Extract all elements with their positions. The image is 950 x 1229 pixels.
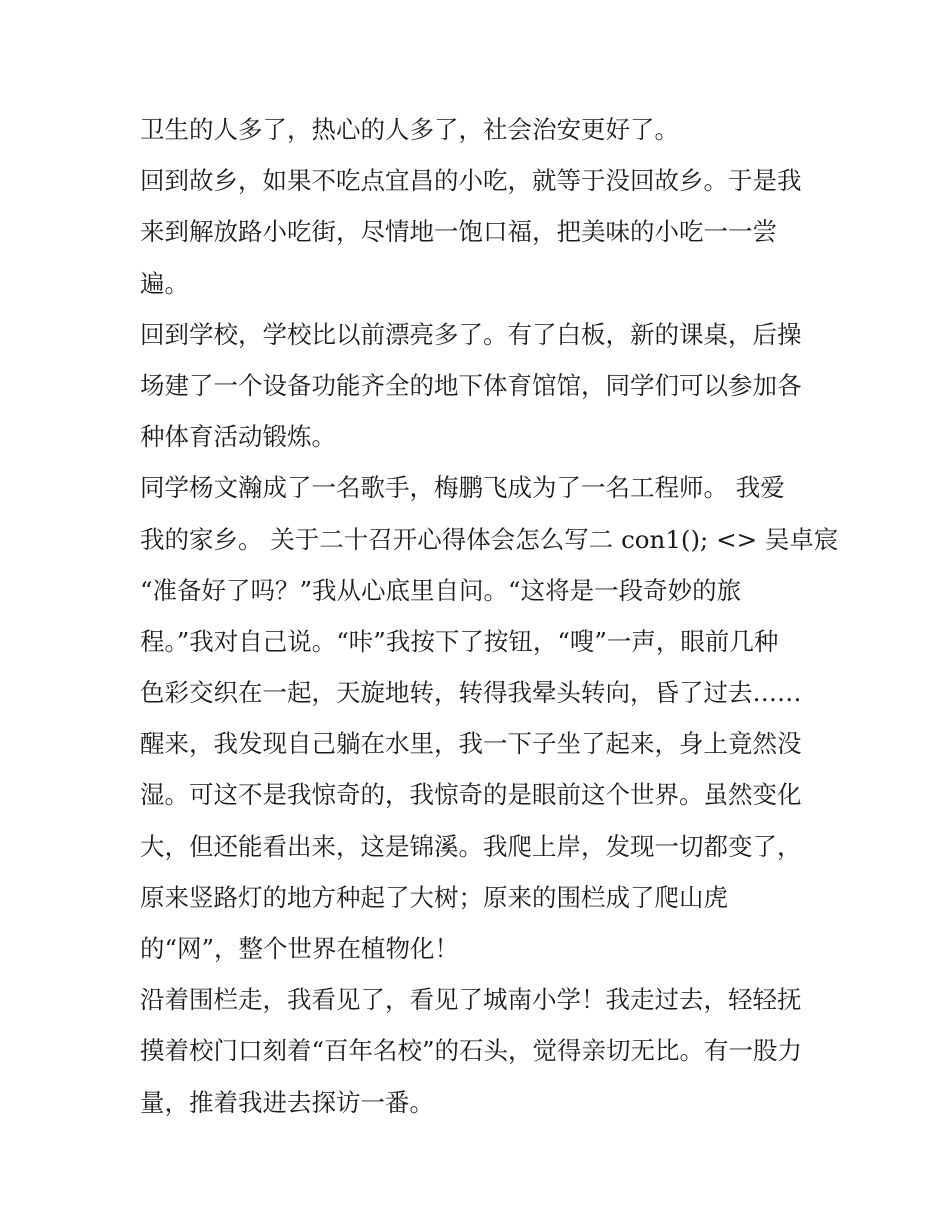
text-line: 大，但还能看出来，这是锦溪。我爬上岸，发现一切都变了， — [140, 831, 802, 861]
text-line: 原来竖路灯的地方种起了大树；原来的围栏成了爬山虎 — [140, 882, 728, 912]
text-line: 来到解放路小吃街，尽情地一饱口福，把美味的小吃一一尝 — [140, 217, 777, 247]
text-line: 摸着校门口刻着“百年名校”的石头，觉得亲切无比。有一股力 — [140, 1036, 803, 1066]
text-line: 色彩交织在一起，天旋地转，转得我晕头转向，昏了过去…… — [140, 678, 802, 708]
text-line: 回到故乡，如果不吃点宜昌的小吃，就等于没回故乡。于是我 — [140, 166, 802, 196]
text-line: 程。”我对自己说。“咔”我按下了按钮，“嗖”一声，眼前几种 — [140, 626, 779, 656]
text-line: 我的家乡。 关于二十召开心得体会怎么写二 con1(); <> 吴卓宸 — [140, 524, 839, 554]
text-line: 遍。 — [140, 268, 189, 298]
text-line: 醒来，我发现自己躺在水里，我一下子坐了起来，身上竟然没 — [140, 729, 802, 759]
text-line: 沿着围栏走，我看见了，看见了城南小学！我走过去，轻轻抚 — [140, 985, 802, 1015]
text-line: 同学杨文瀚成了一名歌手，梅鹏飞成为了一名工程师。 我爱 — [140, 473, 785, 503]
text-line: 种体育活动锻炼。 — [140, 422, 336, 452]
text-line: 量，推着我进去探访一番。 — [140, 1087, 434, 1117]
text-line: 的“网”，整个世界在植物化！ — [140, 934, 460, 963]
body-text — [140, 104, 839, 1128]
text-line: “准备好了吗？”我从心底里自问。“这将是一段奇妙的旅 — [140, 575, 742, 605]
text-line: 场建了一个设备功能齐全的地下体育馆馆，同学们可以参加各 — [140, 370, 802, 400]
text-line: 卫生的人多了，热心的人多了，社会治安更好了。 — [140, 115, 679, 144]
text-line: 湿。可这不是我惊奇的，我惊奇的是眼前这个世界。虽然变化 — [140, 780, 802, 810]
text-line: 回到学校，学校比以前漂亮多了。有了白板，新的课桌，后操 — [140, 319, 802, 349]
